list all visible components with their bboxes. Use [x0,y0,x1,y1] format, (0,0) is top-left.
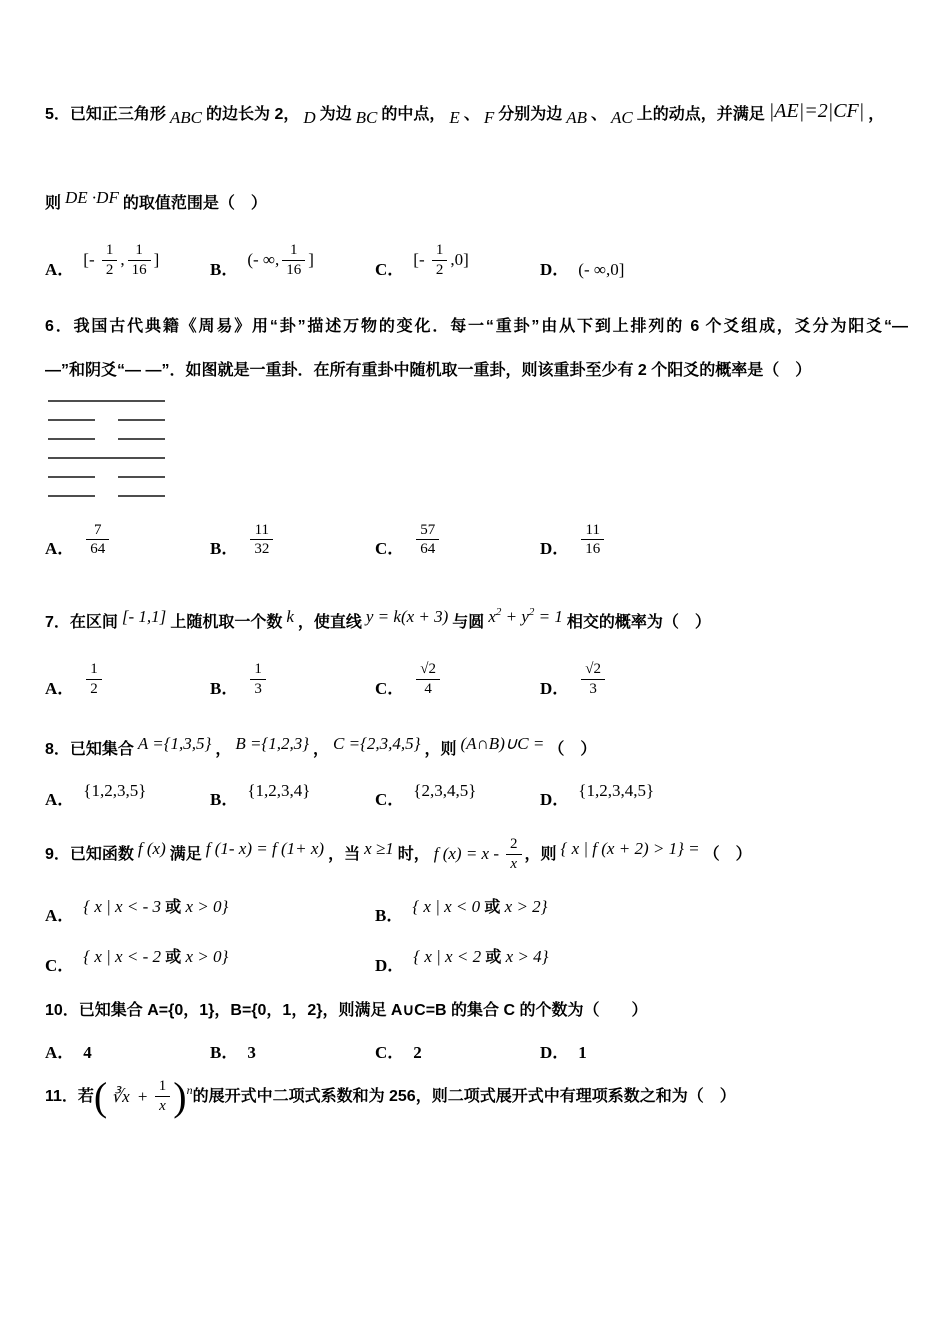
q5-math-ae-cf-equation: |AE|=2|CF| [768,100,865,122]
q5-line2 [45,183,908,219]
q8-line [45,729,908,765]
q9-option-B [375,894,705,926]
q8-text-2: ， [215,740,232,758]
q7-math-interval: [- 1,1] [121,607,167,626]
q5-math-e: E [449,108,460,127]
question-8 [45,729,908,810]
q5-option-C-label: C． [375,259,405,279]
q5-A-f2-numerator: 1 [135,242,143,258]
q7-option-A-value [83,660,105,699]
q5-text-11: 的取值范围是（ ） [122,195,267,212]
q9-fx-denominator: x [506,854,522,874]
q7-A-numerator: 1 [90,661,98,677]
q11-text-1: 11．若 [45,1087,94,1105]
q6-option-C [375,521,540,560]
q5-C-numerator: 1 [435,242,444,258]
hexagram-line-yin [48,495,168,497]
q5-option-C [375,241,540,280]
q7-text-1: 7．在区间 [45,614,118,631]
q9-D-m2: x > 4} [501,946,549,966]
q6-options [45,521,908,560]
q10-options [45,1038,908,1063]
q9-fx-numerator: 2 [510,836,518,853]
q6-C-fraction [416,521,439,560]
q5-option-A [45,241,210,280]
q5-D-text: (- ∞,0] [578,259,625,279]
q9-text-5: ，则 [524,845,557,863]
q8-option-D-value: {1,2,3,4,5} [578,780,655,800]
q9-C-or: 或 [165,948,182,966]
q5-text-4: 的中点， [381,106,446,123]
q5-math-ac: AC [611,108,633,127]
q6-B-numerator: 11 [254,521,270,538]
q6-D-denominator: 16 [581,539,604,559]
q5-text-2: 的边长为 2， [206,106,300,123]
q5-math-ab: AB [566,108,588,127]
q10-option-D-label: D． [540,1042,570,1062]
q7-options [45,660,908,699]
q7-math-k: k [286,607,294,626]
q6-option-A [45,521,210,560]
q10-option-C-label: C． [375,1042,405,1062]
q6-option-D-value [578,521,607,560]
q7-math-circle-eq [488,597,563,632]
q10-option-C [375,1038,540,1063]
q5-line1 [45,96,908,133]
q5-math-de-df: DE ·DF [65,188,119,207]
q8-math-set-b: B ={1,2,3} [235,733,310,753]
q5-B-denominator: 16 [282,260,305,280]
q9-line [45,834,908,874]
q9-B-m2: x > 2} [500,896,548,916]
q7-option-C-value [413,660,443,699]
yin-bar [48,438,95,440]
q10-option-B [210,1038,375,1063]
q6-option-B [210,521,375,560]
q9-fx-pre: f (x) = x - [433,844,500,864]
q9-option-B-value [412,894,547,917]
hexagram-line-yang [48,457,168,459]
question-10 [45,996,908,1063]
q10-option-D [540,1038,705,1063]
hexagram-line-yin [48,419,168,421]
q9-D-m1: { x | x < 2 [413,946,486,966]
q9-A-m2: x > 0} [181,896,229,916]
q8-option-A [45,781,210,810]
q7-B-numerator: 1 [254,661,262,677]
q10-option-B-label: B． [210,1042,239,1062]
q5-option-A-label: A． [45,259,75,279]
q7-circle-x: x [488,607,496,626]
q9-math-fx-formula [430,835,525,874]
q5-math-abc: ABC [169,108,203,127]
q9-option-A [45,894,375,926]
q8-text-4: ，则 [424,740,457,758]
q9-text-1: 9．已知函数 [45,845,134,863]
q11-exponent-n: n [186,1082,193,1097]
q5-option-B [210,241,375,280]
q6-option-D [540,521,705,560]
q6-C-denominator: 64 [416,539,439,559]
q7-B-denominator: 3 [250,679,266,699]
q9-option-B-label: B． [375,905,404,925]
q5-option-D-value [578,260,624,280]
q7-option-D-label: D． [540,678,570,698]
q5-text-6: 分别为边 [498,106,563,123]
q8-option-B-label: B． [210,789,239,809]
q7-option-C-label: C． [375,678,405,698]
q5-option-B-label: B． [210,259,239,279]
q10-option-D-value: 1 [578,1042,587,1062]
q7-D-numerator: √2 [585,661,602,677]
q7-circle-eq-1: = 1 [534,607,563,626]
q5-C-pre: [- [413,250,429,270]
q5-text-7: 、 [591,106,608,123]
q9-D-or: 或 [485,948,502,966]
q9-A-m1: { x | x < - 3 [83,896,166,916]
q5-text-9: ， [868,106,885,123]
q5-option-D [540,255,705,280]
q8-option-D-label: D． [540,789,570,809]
q7-text-5: 相交的概率为（ ） [566,614,711,631]
q5-B-post: ] [308,250,314,270]
q5-option-C-value [413,241,469,280]
q7-option-D-value [578,660,608,699]
q5-math-f: F [483,108,495,127]
q6-A-fraction [86,521,109,560]
q5-text-1: 5．已知正三角形 [45,106,166,123]
q10-option-A-label: A． [45,1042,75,1062]
q9-text-6: （ ） [703,845,752,863]
q8-option-C [375,781,540,810]
q7-circle-y-exp: 2 [528,606,535,618]
hexagram-line-yin [48,476,168,478]
q9-fx-fraction [506,835,522,874]
q7-option-C [375,660,540,699]
q5-option-B-value [247,241,314,280]
q8-option-B-value: {1,2,3,4} [247,780,311,800]
hexagram-line-yang [48,400,168,402]
q7-A-fraction [86,660,102,699]
q9-math-solution-set: { x | f (x + 2) > 1} = [560,838,700,858]
q6-D-fraction [581,521,604,560]
q6-B-denominator: 32 [250,539,273,559]
q8-option-C-value: {2,3,4,5} [413,780,477,800]
yin-bar [118,476,165,478]
q5-C-post: ,0] [450,250,469,270]
q6-line2: —”和阴爻“— —”．如图就是一重卦．在所有重卦中随机取一重卦，则该重卦至少有 2 个阳爻的概率是（ ） [45,361,812,379]
q10-option-C-value: 2 [413,1042,422,1062]
question-5 [45,96,908,280]
q7-option-A-label: A． [45,678,75,698]
q8-text-5: （ ） [548,740,597,758]
q7-math-line-eq: y = k(x + 3) [365,607,449,626]
q5-math-d: D [303,108,316,127]
q11-denominator: x [155,1096,171,1116]
q8-text-3: ， [313,740,330,758]
q9-B-or: 或 [484,898,501,916]
q6-C-numerator: 57 [420,521,436,538]
q7-option-D [540,660,705,699]
q5-A-post: ] [153,250,160,270]
q5-A-f1-numerator: 1 [105,242,114,258]
q9-options-row2 [45,944,908,976]
q6-option-C-value [413,521,442,560]
q5-B-fraction [282,241,305,280]
q9-math-fx: f (x) [137,838,166,858]
q5-text-5: 、 [463,106,480,123]
q6-option-B-value [247,521,276,560]
q9-option-D [375,944,705,976]
question-11 [45,1073,908,1119]
q11-line [45,1073,908,1119]
yin-bar [118,438,165,440]
q7-C-denominator: 4 [416,679,440,699]
q5-C-fraction [432,241,448,280]
q11-numerator: 1 [158,1078,167,1095]
q7-text-4: 与圆 [452,614,485,631]
q10-option-A [45,1038,210,1063]
q9-option-A-value [83,894,228,917]
yin-bar [48,495,95,497]
q7-C-numerator: √2 [420,661,437,677]
q9-B-m1: { x | x < 0 [412,896,485,916]
question-7 [45,597,908,699]
yang-bar [48,457,165,459]
q5-B-pre: (- ∞, [247,250,280,270]
q11-right-paren: ) [173,1073,187,1119]
q9-math-x-ge-1: x ≥1 [364,838,394,858]
q8-math-set-a: A ={1,3,5} [137,733,212,753]
q9-A-or: 或 [165,898,182,916]
q6-B-fraction [250,521,273,560]
q9-options-row1 [45,894,908,926]
q7-C-fraction [416,660,440,699]
q5-A-fraction-2 [128,241,151,280]
yin-bar [48,476,95,478]
q6-line1: 6．我国古代典籍《周易》用“卦”描述万物的变化．每一“重卦”由从下到上排列的 6 个爻组成，爻分为阳爻“— [45,317,908,335]
q11-fraction [155,1077,171,1116]
q11-cube-root-x: ∛x [111,1086,130,1106]
q9-option-C [45,944,375,976]
q8-option-D [540,781,705,810]
q7-option-B [210,660,375,699]
q9-text-3: ，当 [328,845,361,863]
q7-circle-x-exp: 2 [495,606,502,618]
hexagram-line-yin [48,438,168,440]
q9-option-A-label: A． [45,905,75,925]
q7-option-A [45,660,210,699]
question-9 [45,834,908,976]
q5-math-bc: BC [355,108,378,127]
q10-option-A-value: 4 [83,1042,92,1062]
q9-C-m2: x > 0} [181,946,229,966]
q5-text-8: 上的动点，并满足 [636,106,765,123]
q5-B-numerator: 1 [290,242,298,258]
q7-A-denominator: 2 [86,679,102,699]
q11-binomial-expression [93,1073,193,1119]
q6-option-A-value [83,521,112,560]
q9-option-D-value [413,944,548,967]
q9-option-C-label: C． [45,955,75,975]
q8-math-union-expr: (A∩B)∪C = [460,733,545,753]
q7-line [45,597,908,638]
q9-math-symmetry: f (1- x) = f (1+ x) [205,838,325,858]
q6-D-numerator: 11 [585,521,600,538]
q5-A-fraction-1 [102,241,118,280]
q5-A-mid: , [120,250,125,270]
yang-bar [48,400,165,402]
q6-option-B-label: B． [210,539,239,558]
q9-text-4: 时， [397,845,430,863]
yin-bar [118,419,165,421]
hexagram-figure [48,400,168,497]
q7-D-denominator: 3 [581,679,605,699]
q8-option-B [210,781,375,810]
q5-option-A-value [83,241,159,280]
yin-bar [118,495,165,497]
q5-option-D-label: D． [540,259,570,279]
yin-bar [48,419,95,421]
q8-option-C-label: C． [375,789,405,809]
q6-A-denominator: 64 [86,539,109,559]
q5-options [45,241,908,280]
q7-option-B-label: B． [210,678,239,698]
q10-line: 10．已知集合 A={0，1}，B={0，1，2}，则满足 A∪C=B 的集合 C 的个数为（ ） [45,1001,648,1019]
q5-A-pre: [- [83,250,99,270]
q7-D-fraction [581,660,605,699]
q6-option-D-label: D． [540,539,570,558]
q8-math-set-c: C ={2,3,4,5} [333,733,421,753]
q8-options [45,781,908,810]
q6-option-A-label: A． [45,539,75,558]
q5-text-10: 则 [45,195,62,212]
q7-text-3: ，使直线 [297,614,362,631]
q8-text-1: 8．已知集合 [45,740,134,758]
q7-option-B-value [247,660,269,699]
q7-B-fraction [250,660,266,699]
q5-C-denominator: 2 [432,260,448,280]
question-6 [45,312,908,560]
q5-A-f1-denominator: 2 [102,260,118,280]
q7-text-2: 上随机取一个数 [170,614,283,631]
q5-A-f2-denominator: 16 [128,260,151,280]
q11-left-paren: ( [93,1073,108,1119]
q10-option-B-value: 3 [247,1042,256,1062]
q9-option-D-label: D． [375,955,405,975]
q9-C-m1: { x | x < - 2 [83,946,166,966]
q8-option-A-value: {1,2,3,5} [83,780,147,800]
q6-option-C-label: C． [375,539,405,558]
q9-option-C-value [83,944,228,967]
q6-A-numerator: 7 [94,521,102,538]
q9-text-2: 满足 [169,845,202,863]
q11-text-2: 的展开式中二项式系数和为 256，则二项式展开式中有理项系数之和为（ ） [192,1087,736,1105]
q5-text-3: 为边 [319,106,352,123]
q8-option-A-label: A． [45,789,75,809]
q7-circle-y: + y [501,607,529,626]
q11-plus: + [133,1086,152,1106]
